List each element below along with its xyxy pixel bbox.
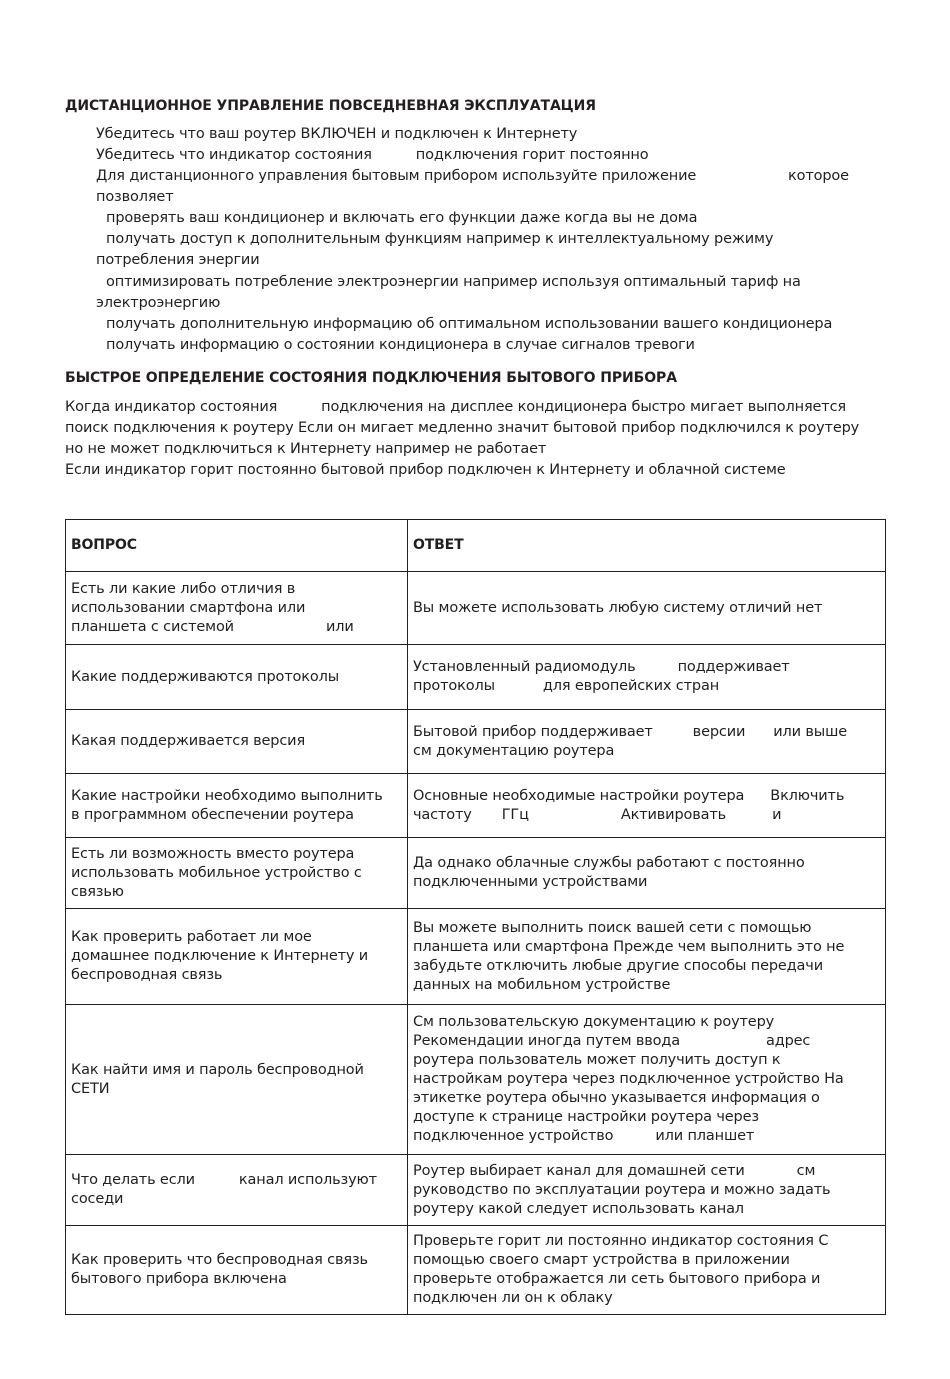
question-cell xyxy=(66,572,408,645)
table-row xyxy=(66,645,886,710)
answer-cell xyxy=(408,1155,886,1226)
cell-text: подключен ли он к облаку xyxy=(413,1290,613,1306)
cell-text: роутеру какой следует использовать канал xyxy=(413,1200,744,1217)
cell-text: Вы можете выполнить поиск вашей сети с помощью xyxy=(413,919,812,936)
cell-text: использовать мобильное устройство с xyxy=(71,864,362,881)
cell-text: подключенное устройство или планшет xyxy=(413,1128,755,1144)
paragraph-line: которое xyxy=(788,168,849,184)
cell-text: Как проверить работает ли мое xyxy=(71,929,312,945)
table-row xyxy=(66,1005,886,1155)
cell-text: руководство по эксплуатации роутера и можно задать xyxy=(413,1181,831,1198)
paragraph-line: Если индикатор горит постоянно бытовой прибор подключен к Интернету и облачной системе xyxy=(65,462,786,478)
cell-text: см документацию роутера xyxy=(413,742,615,759)
paragraph-line: но не может подключиться к Интернету например не работает xyxy=(65,441,547,457)
paragraph-line: электроэнергию xyxy=(96,295,221,311)
cell-text: частоту ГГц Активировать и xyxy=(413,806,782,823)
cell-text: данных на мобильном устройстве xyxy=(413,976,671,993)
table-row xyxy=(66,1155,886,1226)
cell-text: Какие настройки необходимо выполнить xyxy=(71,787,383,804)
cell-text: Установленный радиомодуль поддерживает xyxy=(413,659,790,675)
answer-cell xyxy=(408,774,886,838)
section-heading-remote-control: ДИСТАНЦИОННОЕ УПРАВЛЕНИЕ ПОВСЕДНЕВНАЯ ЭКСПЛУАТАЦИЯ xyxy=(65,98,596,114)
cell-text: Есть ли возможность вместо роутера xyxy=(71,845,355,862)
cell-text: СЕТИ xyxy=(71,1080,110,1097)
paragraph-line: Убедитесь что ваш роутер ВКЛЮЧЕН и подключен к Интернету xyxy=(96,126,578,142)
faq-table xyxy=(65,519,886,1315)
question-cell xyxy=(66,838,408,909)
answer-cell xyxy=(408,645,886,710)
paragraph-line: поиск подключения к роутеру Если он мигает медленно значит бытовой прибор подключился к роутеру xyxy=(65,420,860,436)
table-row xyxy=(66,909,886,1005)
cell-text: планшета или смартфона Прежде чем выполнить это не xyxy=(413,938,845,955)
cell-text: Основные необходимые настройки роутера Включить xyxy=(413,787,845,804)
cell-text: Как проверить что беспроводная связь xyxy=(71,1252,368,1268)
answer-cell xyxy=(408,909,886,1005)
answer-cell xyxy=(408,572,886,645)
paragraph-line: Для дистанционного управления бытовым прибором используйте приложение xyxy=(96,168,697,184)
table-header-row xyxy=(66,520,886,572)
table-row xyxy=(66,572,886,645)
column-header-question: ВОПРОС xyxy=(66,520,408,572)
cell-text: Бытовой прибор поддерживает версии или выше xyxy=(413,723,847,740)
question-cell xyxy=(66,909,408,1005)
cell-text: протоколы для европейских стран xyxy=(413,678,720,694)
table-row xyxy=(66,774,886,838)
cell-text: Рекомендации иногда путем ввода адрес xyxy=(413,1033,811,1049)
question-cell xyxy=(66,1155,408,1226)
bullet-line: получать доступ к дополнительным функциям например к интеллектуальному режиму xyxy=(106,231,774,247)
cell-text: использовании смартфона или xyxy=(71,599,306,616)
paragraph-line: Когда индикатор состояния подключения на дисплее кондиционера быстро мигает выполняется xyxy=(65,399,846,415)
cell-text: См пользовательскую документацию к роутеру xyxy=(413,1014,775,1030)
cell-text: проверьте отображается ли сеть бытового прибора и xyxy=(413,1271,821,1287)
bullet-line: оптимизировать потребление электроэнергии например используя оптимальный тариф на xyxy=(106,274,801,290)
cell-text: Проверьте горит ли постоянно индикатор состояния С xyxy=(413,1233,829,1249)
table-row xyxy=(66,710,886,774)
bullet-line: получать информацию о состоянии кондиционера в случае сигналов тревоги xyxy=(106,337,695,353)
table-row xyxy=(66,1226,886,1315)
cell-text: Есть ли какие либо отличия в xyxy=(71,580,296,597)
cell-text: настройкам роутера через подключенное устройство На xyxy=(413,1071,844,1087)
cell-text: Вы можете использовать любую систему отличий нет xyxy=(413,599,823,616)
cell-text: Роутер выбирает канал для домашней сети см xyxy=(413,1162,816,1179)
bullet-line: проверять ваш кондиционер и включать его функции даже когда вы не дома xyxy=(106,210,698,226)
cell-text: Да однако облачные службы работают с постоянно xyxy=(413,855,805,871)
cell-text: подключенными устройствами xyxy=(413,874,648,890)
table-row xyxy=(66,838,886,909)
cell-text: роутера пользователь может получить доступ к xyxy=(413,1052,781,1068)
paragraph-line: Убедитесь что индикатор состояния подключения горит постоянно xyxy=(96,147,649,163)
cell-text: планшета с системой или xyxy=(71,618,354,635)
cell-text: Что делать если канал используют xyxy=(71,1172,377,1188)
answer-cell xyxy=(408,1226,886,1315)
cell-text: этикетке роутера обычно указывается информация о xyxy=(413,1090,820,1106)
paragraph-line: потребления энергии xyxy=(96,252,260,268)
paragraph-line: позволяет xyxy=(96,189,174,205)
cell-text: соседи xyxy=(71,1191,124,1207)
question-cell xyxy=(66,645,408,710)
cell-text: помощью своего смарт устройства в приложении xyxy=(413,1252,790,1268)
cell-text: Какая поддерживается версия xyxy=(71,733,306,749)
cell-text: связью xyxy=(71,883,124,900)
cell-text: беспроводная связь xyxy=(71,967,223,983)
cell-text: в программном обеспечении роутера xyxy=(71,806,354,823)
cell-text: Как найти имя и пароль беспроводной xyxy=(71,1061,364,1078)
column-header-answer: ОТВЕТ xyxy=(408,520,886,572)
question-cell xyxy=(66,774,408,838)
question-cell xyxy=(66,1226,408,1315)
cell-text: забудьте отключить любые другие способы передачи xyxy=(413,957,823,974)
answer-cell xyxy=(408,1005,886,1155)
section-heading-connection-status: БЫСТРОЕ ОПРЕДЕЛЕНИЕ СОСТОЯНИЯ ПОДКЛЮЧЕНИЯ БЫТОВОГО ПРИБОРА xyxy=(65,370,677,386)
cell-text: Какие поддерживаются протоколы xyxy=(71,668,340,685)
answer-cell xyxy=(408,838,886,909)
cell-text: доступе к странице настройки роутера через xyxy=(413,1109,759,1125)
cell-text: бытового прибора включена xyxy=(71,1271,287,1287)
question-cell xyxy=(66,710,408,774)
question-cell xyxy=(66,1005,408,1155)
bullet-line: получать дополнительную информацию об оптимальном использовании вашего кондиционера xyxy=(106,316,833,332)
cell-text: домашнее подключение к Интернету и xyxy=(71,948,369,964)
answer-cell xyxy=(408,710,886,774)
